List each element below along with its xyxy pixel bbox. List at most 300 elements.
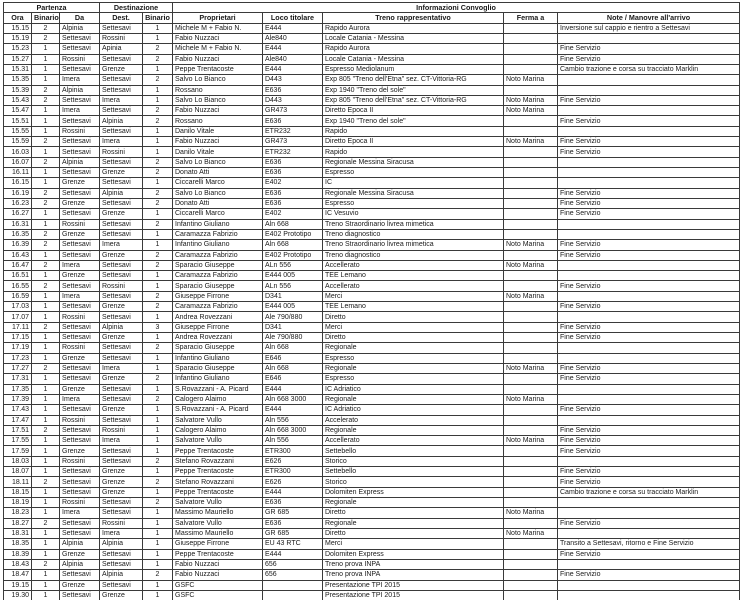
cell-binario-partenza: 1 [32, 333, 60, 343]
table-row [4, 436, 740, 446]
cell-note [558, 394, 740, 404]
cell-dest: Alpinia [100, 322, 143, 332]
cell-treno-rappresentativo: TEE Lemano [323, 302, 504, 312]
cell-binario-dest: 1 [143, 33, 173, 43]
cell-proprietari: Infantino Giuliano [173, 353, 263, 363]
cell-da: Settesavi [60, 405, 100, 415]
cell-ora: 18.39 [4, 549, 32, 559]
column-header-note: Note / Manovre all'arrivo [558, 13, 740, 23]
cell-binario-partenza: 2 [32, 322, 60, 332]
cell-binario-partenza: 1 [32, 312, 60, 322]
table-row [4, 312, 740, 322]
cell-dest: Grenze [100, 374, 143, 384]
cell-ferma-a [504, 302, 558, 312]
cell-binario-partenza: 1 [32, 405, 60, 415]
cell-loco-titolare: Ale 790/880 [263, 333, 323, 343]
cell-ferma-a: Noto Marina [504, 137, 558, 147]
table-row [4, 64, 740, 74]
cell-proprietari: Fabio Nuzzaci [173, 54, 263, 64]
cell-binario-dest: 1 [143, 415, 173, 425]
cell-treno-rappresentativo: Espresso [323, 374, 504, 384]
cell-ora: 18.15 [4, 487, 32, 497]
cell-treno-rappresentativo: Diretto [323, 312, 504, 322]
cell-dest: Grenze [100, 333, 143, 343]
cell-da: Grenze [60, 549, 100, 559]
cell-loco-titolare: E626 [263, 456, 323, 466]
cell-binario-partenza: 1 [32, 106, 60, 116]
cell-treno-rappresentativo: IC [323, 178, 504, 188]
cell-loco-titolare: E402 Prototipo [263, 250, 323, 260]
cell-ferma-a [504, 570, 558, 580]
cell-dest: Settesavi [100, 498, 143, 508]
cell-proprietari: Sparacio Giuseppe [173, 281, 263, 291]
cell-loco-titolare: ETR300 [263, 446, 323, 456]
cell-loco-titolare: E444 [263, 44, 323, 54]
table-row [4, 394, 740, 404]
cell-proprietari: Sparacio Giuseppe [173, 363, 263, 373]
cell-da: Settesavi [60, 487, 100, 497]
cell-binario-dest: 1 [143, 405, 173, 415]
cell-treno-rappresentativo: Regionale [323, 518, 504, 528]
cell-proprietari: Peppe Trentacoste [173, 64, 263, 74]
cell-dest: Settesavi [100, 415, 143, 425]
cell-proprietari: Andrea Rovezzani [173, 312, 263, 322]
table-row [4, 291, 740, 301]
cell-da: Settesavi [60, 188, 100, 198]
cell-ora: 15.31 [4, 64, 32, 74]
cell-proprietari: Salvo Lo Bianco [173, 75, 263, 85]
cell-da: Rossini [60, 498, 100, 508]
cell-binario-dest: 2 [143, 498, 173, 508]
cell-ora: 16.47 [4, 260, 32, 270]
table-row [4, 281, 740, 291]
table-row [4, 209, 740, 219]
cell-note [558, 456, 740, 466]
cell-ferma-a [504, 312, 558, 322]
cell-note: Cambio trazione e corsa su tracciato Marklin [558, 487, 740, 497]
cell-binario-partenza: 1 [32, 467, 60, 477]
cell-note [558, 580, 740, 590]
cell-da: Rossini [60, 415, 100, 425]
cell-proprietari: Donato Atti [173, 168, 263, 178]
cell-ora: 16.31 [4, 219, 32, 229]
cell-binario-partenza: 2 [32, 281, 60, 291]
table-row [4, 229, 740, 239]
cell-dest: Grenze [100, 302, 143, 312]
table-row [4, 95, 740, 105]
cell-ferma-a [504, 178, 558, 188]
cell-binario-partenza: 2 [32, 363, 60, 373]
cell-loco-titolare: EU 43 RTC [263, 539, 323, 549]
cell-da: Settesavi [60, 425, 100, 435]
cell-binario-dest: 1 [143, 23, 173, 33]
cell-ora: 16.11 [4, 168, 32, 178]
cell-proprietari: Stefano Rovazzani [173, 456, 263, 466]
cell-da: Settesavi [60, 64, 100, 74]
cell-treno-rappresentativo: Espresso [323, 353, 504, 363]
cell-ora: 18.35 [4, 539, 32, 549]
cell-ferma-a [504, 157, 558, 167]
cell-proprietari: Sparacio Giuseppe [173, 260, 263, 270]
cell-dest: Settesavi [100, 353, 143, 363]
cell-binario-partenza: 2 [32, 85, 60, 95]
cell-treno-rappresentativo: Locale Catania - Messina [323, 33, 504, 43]
header-group-informazioni-convoglio: Informazioni Convoglio [173, 3, 740, 13]
cell-ferma-a [504, 33, 558, 43]
cell-da: Settesavi [60, 467, 100, 477]
cell-ora: 16.07 [4, 157, 32, 167]
cell-da: Settesavi [60, 322, 100, 332]
cell-note [558, 508, 740, 518]
cell-loco-titolare: E626 [263, 477, 323, 487]
cell-note: Fine Servizio [558, 54, 740, 64]
cell-ora: 18.43 [4, 559, 32, 569]
cell-note: Fine Servizio [558, 240, 740, 250]
cell-ora: 16.35 [4, 229, 32, 239]
cell-dest: Settesavi [100, 508, 143, 518]
cell-binario-dest: 2 [143, 198, 173, 208]
table-row [4, 85, 740, 95]
cell-loco-titolare: E444 [263, 64, 323, 74]
cell-loco-titolare: E444 005 [263, 302, 323, 312]
cell-binario-partenza: 1 [32, 456, 60, 466]
cell-loco-titolare: Aln 556 [263, 436, 323, 446]
cell-proprietari: Infantino Giuliano [173, 219, 263, 229]
cell-da: Rossini [60, 126, 100, 136]
cell-note: Fine Servizio [558, 198, 740, 208]
cell-dest: Alpinia [100, 188, 143, 198]
cell-note: Fine Servizio [558, 374, 740, 384]
cell-binario-dest: 1 [143, 467, 173, 477]
cell-loco-titolare: E444 [263, 384, 323, 394]
cell-binario-dest: 1 [143, 384, 173, 394]
cell-loco-titolare: 656 [263, 559, 323, 569]
cell-da: Settesavi [60, 137, 100, 147]
table-row [4, 518, 740, 528]
cell-note: Fine Servizio [558, 467, 740, 477]
table-row [4, 240, 740, 250]
cell-dest: Settesavi [100, 260, 143, 270]
cell-binario-partenza: 1 [32, 219, 60, 229]
cell-ora: 16.03 [4, 147, 32, 157]
cell-note: Fine Servizio [558, 281, 740, 291]
cell-loco-titolare: E646 [263, 353, 323, 363]
cell-loco-titolare: E444 [263, 405, 323, 415]
cell-binario-dest: 1 [143, 539, 173, 549]
cell-dest: Alpinia [100, 539, 143, 549]
cell-ferma-a [504, 188, 558, 198]
cell-da: Alpinia [60, 85, 100, 95]
table-row [4, 580, 740, 590]
cell-binario-partenza: 1 [32, 250, 60, 260]
cell-loco-titolare: Ale840 [263, 33, 323, 43]
cell-dest: Imera [100, 240, 143, 250]
cell-loco-titolare: Aln 668 [263, 343, 323, 353]
cell-loco-titolare: E402 Prototipo [263, 229, 323, 239]
cell-loco-titolare: E636 [263, 198, 323, 208]
cell-dest: Settesavi [100, 312, 143, 322]
cell-loco-titolare: E444 [263, 487, 323, 497]
cell-treno-rappresentativo: Exp 1940 "Treno del sole" [323, 116, 504, 126]
cell-treno-rappresentativo: Regionale Messina Siracusa [323, 188, 504, 198]
cell-note: Cambio trazione e corsa su tracciato Marklin [558, 64, 740, 74]
cell-dest: Settesavi [100, 456, 143, 466]
cell-treno-rappresentativo: Regionale [323, 394, 504, 404]
cell-loco-titolare: E444 [263, 23, 323, 33]
cell-binario-dest: 1 [143, 436, 173, 446]
table-row [4, 250, 740, 260]
cell-ora: 17.51 [4, 425, 32, 435]
cell-proprietari: Salvatore Vullo [173, 415, 263, 425]
cell-binario-dest: 1 [143, 178, 173, 188]
cell-da: Settesavi [60, 44, 100, 54]
cell-ora: 18.47 [4, 570, 32, 580]
cell-dest: Rossini [100, 33, 143, 43]
cell-proprietari: Fabio Nuzzaci [173, 137, 263, 147]
cell-ora: 15.43 [4, 95, 32, 105]
cell-note: Fine Servizio [558, 425, 740, 435]
cell-da: Rossini [60, 343, 100, 353]
cell-ora: 16.43 [4, 250, 32, 260]
cell-binario-partenza: 1 [32, 116, 60, 126]
cell-ferma-a [504, 219, 558, 229]
cell-treno-rappresentativo: Regionale [323, 498, 504, 508]
cell-note [558, 85, 740, 95]
cell-ora: 15.15 [4, 23, 32, 33]
cell-loco-titolare: E444 005 [263, 271, 323, 281]
table-row [4, 126, 740, 136]
cell-loco-titolare: Aln 668 [263, 363, 323, 373]
cell-treno-rappresentativo: Merci [323, 291, 504, 301]
cell-binario-partenza: 1 [32, 343, 60, 353]
table-row [4, 137, 740, 147]
cell-binario-partenza: 1 [32, 302, 60, 312]
cell-da: Alpinia [60, 157, 100, 167]
cell-binario-partenza: 2 [32, 198, 60, 208]
table-row [4, 198, 740, 208]
cell-dest: Grenze [100, 477, 143, 487]
table-row [4, 271, 740, 281]
cell-treno-rappresentativo: Regionale [323, 343, 504, 353]
cell-treno-rappresentativo: Rapido [323, 126, 504, 136]
cell-proprietari: S.Rovazzani - A. Picard [173, 384, 263, 394]
cell-binario-dest: 2 [143, 106, 173, 116]
cell-dest: Settesavi [100, 106, 143, 116]
cell-da: Imera [60, 260, 100, 270]
cell-binario-partenza: 1 [32, 415, 60, 425]
cell-note [558, 353, 740, 363]
cell-binario-dest: 1 [143, 95, 173, 105]
cell-proprietari: Peppe Trentacoste [173, 487, 263, 497]
cell-ferma-a: Noto Marina [504, 291, 558, 301]
cell-note: Transito a Settesavi, ritorno e Fine Servizio [558, 539, 740, 549]
cell-binario-dest: 1 [143, 209, 173, 219]
cell-binario-dest: 2 [143, 219, 173, 229]
cell-note: Fine Servizio [558, 44, 740, 54]
cell-dest: Rossini [100, 281, 143, 291]
cell-proprietari: Michele M + Fabio N. [173, 23, 263, 33]
cell-ferma-a: Noto Marina [504, 508, 558, 518]
cell-da: Settesavi [60, 116, 100, 126]
cell-treno-rappresentativo: TEE Lemano [323, 271, 504, 281]
cell-proprietari: Ciccarelli Marco [173, 178, 263, 188]
table-row [4, 188, 740, 198]
cell-loco-titolare: E636 [263, 168, 323, 178]
cell-note: Fine Servizio [558, 137, 740, 147]
cell-da: Alpinia [60, 23, 100, 33]
cell-ferma-a [504, 539, 558, 549]
cell-ora: 17.47 [4, 415, 32, 425]
cell-ora: 18.31 [4, 528, 32, 538]
cell-proprietari: Fabio Nuzzaci [173, 559, 263, 569]
cell-treno-rappresentativo: Treno prova INPA [323, 570, 504, 580]
cell-binario-partenza: 2 [32, 518, 60, 528]
cell-treno-rappresentativo: Regionale [323, 363, 504, 373]
cell-ora: 18.19 [4, 498, 32, 508]
cell-da: Settesavi [60, 209, 100, 219]
cell-loco-titolare: E646 [263, 374, 323, 384]
cell-ferma-a [504, 168, 558, 178]
cell-loco-titolare: E402 [263, 209, 323, 219]
table-row [4, 157, 740, 167]
cell-note: Fine Servizio [558, 518, 740, 528]
cell-ora: 16.51 [4, 271, 32, 281]
cell-ferma-a [504, 322, 558, 332]
cell-loco-titolare: E636 [263, 116, 323, 126]
cell-da: Grenze [60, 229, 100, 239]
cell-loco-titolare: GR473 [263, 137, 323, 147]
cell-da: Settesavi [60, 281, 100, 291]
column-header-binario-dest: Binario [143, 13, 173, 23]
table-row [4, 75, 740, 85]
cell-proprietari: S.Rovazzani - A. Picard [173, 405, 263, 415]
cell-binario-dest: 2 [143, 116, 173, 126]
cell-ferma-a: Noto Marina [504, 75, 558, 85]
table-row [4, 343, 740, 353]
cell-treno-rappresentativo: Treno Straordinario livrea mimetica [323, 219, 504, 229]
column-header-loco-titolare: Loco titolare [263, 13, 323, 23]
column-header-ora: Ora [4, 13, 32, 23]
table-row [4, 219, 740, 229]
cell-binario-partenza: 1 [32, 126, 60, 136]
cell-binario-dest: 1 [143, 508, 173, 518]
header-group-destinazione: Destinazione [100, 3, 173, 13]
cell-loco-titolare: E444 [263, 549, 323, 559]
cell-loco-titolare: ETR232 [263, 147, 323, 157]
cell-ora: 17.35 [4, 384, 32, 394]
cell-note [558, 126, 740, 136]
cell-note: Fine Servizio [558, 322, 740, 332]
cell-proprietari: Peppe Trentacoste [173, 446, 263, 456]
cell-ferma-a [504, 271, 558, 281]
table-row [4, 302, 740, 312]
cell-dest: Settesavi [100, 54, 143, 64]
cell-ora: 15.19 [4, 33, 32, 43]
table-row [4, 570, 740, 580]
cell-dest: Settesavi [100, 549, 143, 559]
cell-binario-dest: 3 [143, 322, 173, 332]
cell-binario-partenza: 2 [32, 137, 60, 147]
cell-binario-partenza: 2 [32, 157, 60, 167]
cell-dest: Settesavi [100, 271, 143, 281]
cell-note: Fine Servizio [558, 446, 740, 456]
cell-proprietari: Michele M + Fabio N. [173, 44, 263, 54]
column-header-binario-partenza: Binario [32, 13, 60, 23]
cell-treno-rappresentativo: Dolomiten Express [323, 487, 504, 497]
cell-binario-dest: 2 [143, 250, 173, 260]
cell-proprietari: Rossano [173, 116, 263, 126]
cell-dest: Settesavi [100, 23, 143, 33]
cell-treno-rappresentativo: IC Vesuvio [323, 209, 504, 219]
cell-treno-rappresentativo: Presentazione TPI 2015 [323, 590, 504, 600]
cell-note [558, 219, 740, 229]
cell-binario-partenza: 1 [32, 394, 60, 404]
table-row [4, 33, 740, 43]
cell-note [558, 271, 740, 281]
cell-binario-partenza: 1 [32, 271, 60, 281]
table-row [4, 487, 740, 497]
table-row [4, 333, 740, 343]
cell-binario-partenza: 1 [32, 374, 60, 384]
cell-binario-partenza: 1 [32, 580, 60, 590]
cell-note: Fine Servizio [558, 570, 740, 580]
cell-binario-dest: 2 [143, 157, 173, 167]
cell-binario-partenza: 1 [32, 54, 60, 64]
cell-dest: Alpinia [100, 116, 143, 126]
cell-binario-dest: 1 [143, 147, 173, 157]
cell-loco-titolare: E402 [263, 178, 323, 188]
cell-da: Settesavi [60, 95, 100, 105]
cell-proprietari: Salvo Lo Bianco [173, 95, 263, 105]
cell-proprietari: Donato Atti [173, 198, 263, 208]
cell-da: Rossini [60, 219, 100, 229]
cell-da: Settesavi [60, 240, 100, 250]
cell-ora: 17.23 [4, 353, 32, 363]
cell-ferma-a [504, 487, 558, 497]
column-header-proprietari: Proprietari [173, 13, 263, 23]
cell-da: Settesavi [60, 33, 100, 43]
cell-ora: 16.15 [4, 178, 32, 188]
cell-treno-rappresentativo: Presentazione TPI 2015 [323, 580, 504, 590]
cell-binario-partenza: 2 [32, 425, 60, 435]
cell-treno-rappresentativo: Espresso [323, 198, 504, 208]
cell-note [558, 291, 740, 301]
table-row [4, 405, 740, 415]
cell-ferma-a: Noto Marina [504, 363, 558, 373]
cell-treno-rappresentativo: Treno diagnostico [323, 229, 504, 239]
cell-binario-partenza: 2 [32, 559, 60, 569]
cell-dest: Settesavi [100, 85, 143, 95]
cell-da: Imera [60, 394, 100, 404]
cell-ora: 17.07 [4, 312, 32, 322]
table-row [4, 147, 740, 157]
cell-ferma-a [504, 559, 558, 569]
cell-treno-rappresentativo: Dolomiten Express [323, 549, 504, 559]
cell-ora: 18.27 [4, 518, 32, 528]
cell-ferma-a [504, 405, 558, 415]
cell-binario-dest: 2 [143, 188, 173, 198]
cell-binario-dest: 1 [143, 271, 173, 281]
cell-binario-dest: 2 [143, 374, 173, 384]
cell-binario-partenza: 1 [32, 384, 60, 394]
cell-da: Settesavi [60, 168, 100, 178]
cell-note [558, 528, 740, 538]
cell-binario-dest: 2 [143, 291, 173, 301]
cell-loco-titolare: GR473 [263, 106, 323, 116]
cell-treno-rappresentativo: Treno diagnostico [323, 250, 504, 260]
cell-proprietari: Peppe Trentacoste [173, 467, 263, 477]
cell-da: Settesavi [60, 374, 100, 384]
